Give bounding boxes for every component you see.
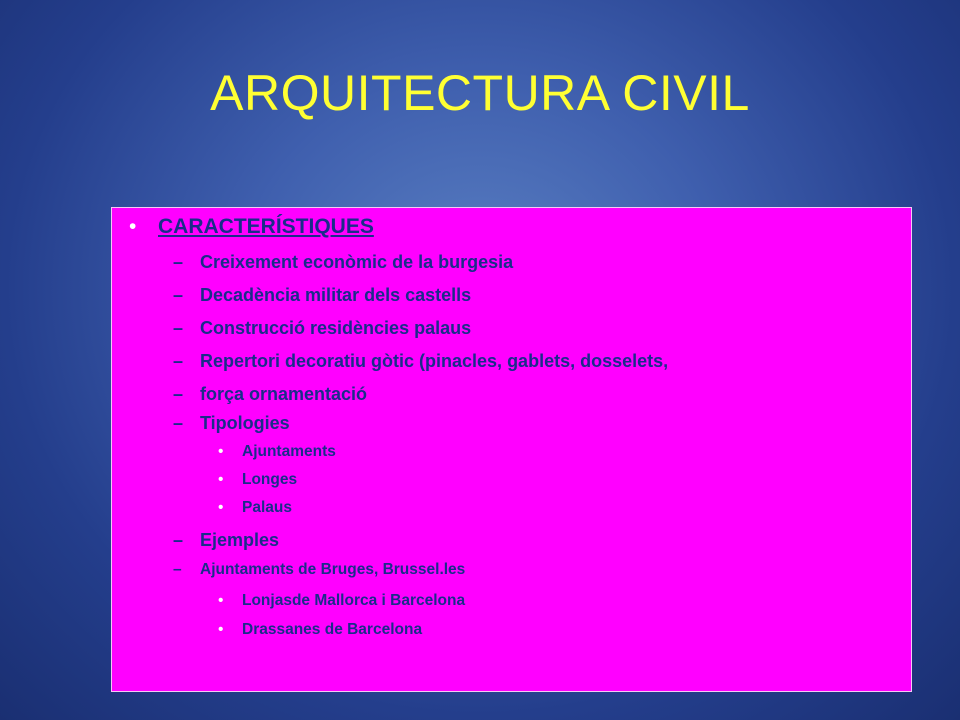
item-text: Creixement econòmic de la burgesia [200, 252, 514, 272]
item-text: Ajuntaments de Bruges, Brussel.les [200, 561, 466, 578]
item-text: Decadència militar dels castells [200, 285, 472, 305]
dash-marker: – [173, 561, 182, 578]
item-text: Ejemples [200, 530, 280, 550]
item-text: força ornamentació [200, 384, 368, 404]
heading-bullet: • [129, 215, 137, 238]
sub-item-text: Drassanes de Barcelona [242, 621, 423, 638]
heading-text: CARACTERÍSTIQUES [158, 215, 374, 238]
sub-bullet: • [218, 443, 224, 460]
sub-bullet: • [218, 621, 224, 638]
sub-item-text: Ajuntaments [242, 443, 336, 460]
item-text: Construcció residències palaus [200, 318, 472, 338]
sub-item-text: Lonjasde Mallorca i Barcelona [242, 592, 466, 609]
slide-title: ARQUITECTURA CIVIL [210, 65, 750, 121]
item-text: Repertori decoratiu gòtic (pinacles, gablets, dosselets, [200, 351, 669, 371]
dash-marker: – [173, 530, 184, 550]
dash-marker: – [173, 384, 184, 404]
sub-bullet: • [218, 499, 224, 516]
dash-marker: – [173, 351, 184, 371]
dash-marker: – [173, 252, 184, 272]
sub-item-text: Palaus [242, 499, 292, 516]
sub-bullet: • [218, 471, 224, 488]
dash-marker: – [173, 285, 184, 305]
item-text: Tipologies [200, 413, 290, 433]
sub-bullet: • [218, 592, 224, 609]
dash-marker: – [173, 413, 184, 433]
content-box [111, 207, 912, 692]
dash-marker: – [173, 318, 184, 338]
sub-item-text: Longes [242, 471, 298, 488]
